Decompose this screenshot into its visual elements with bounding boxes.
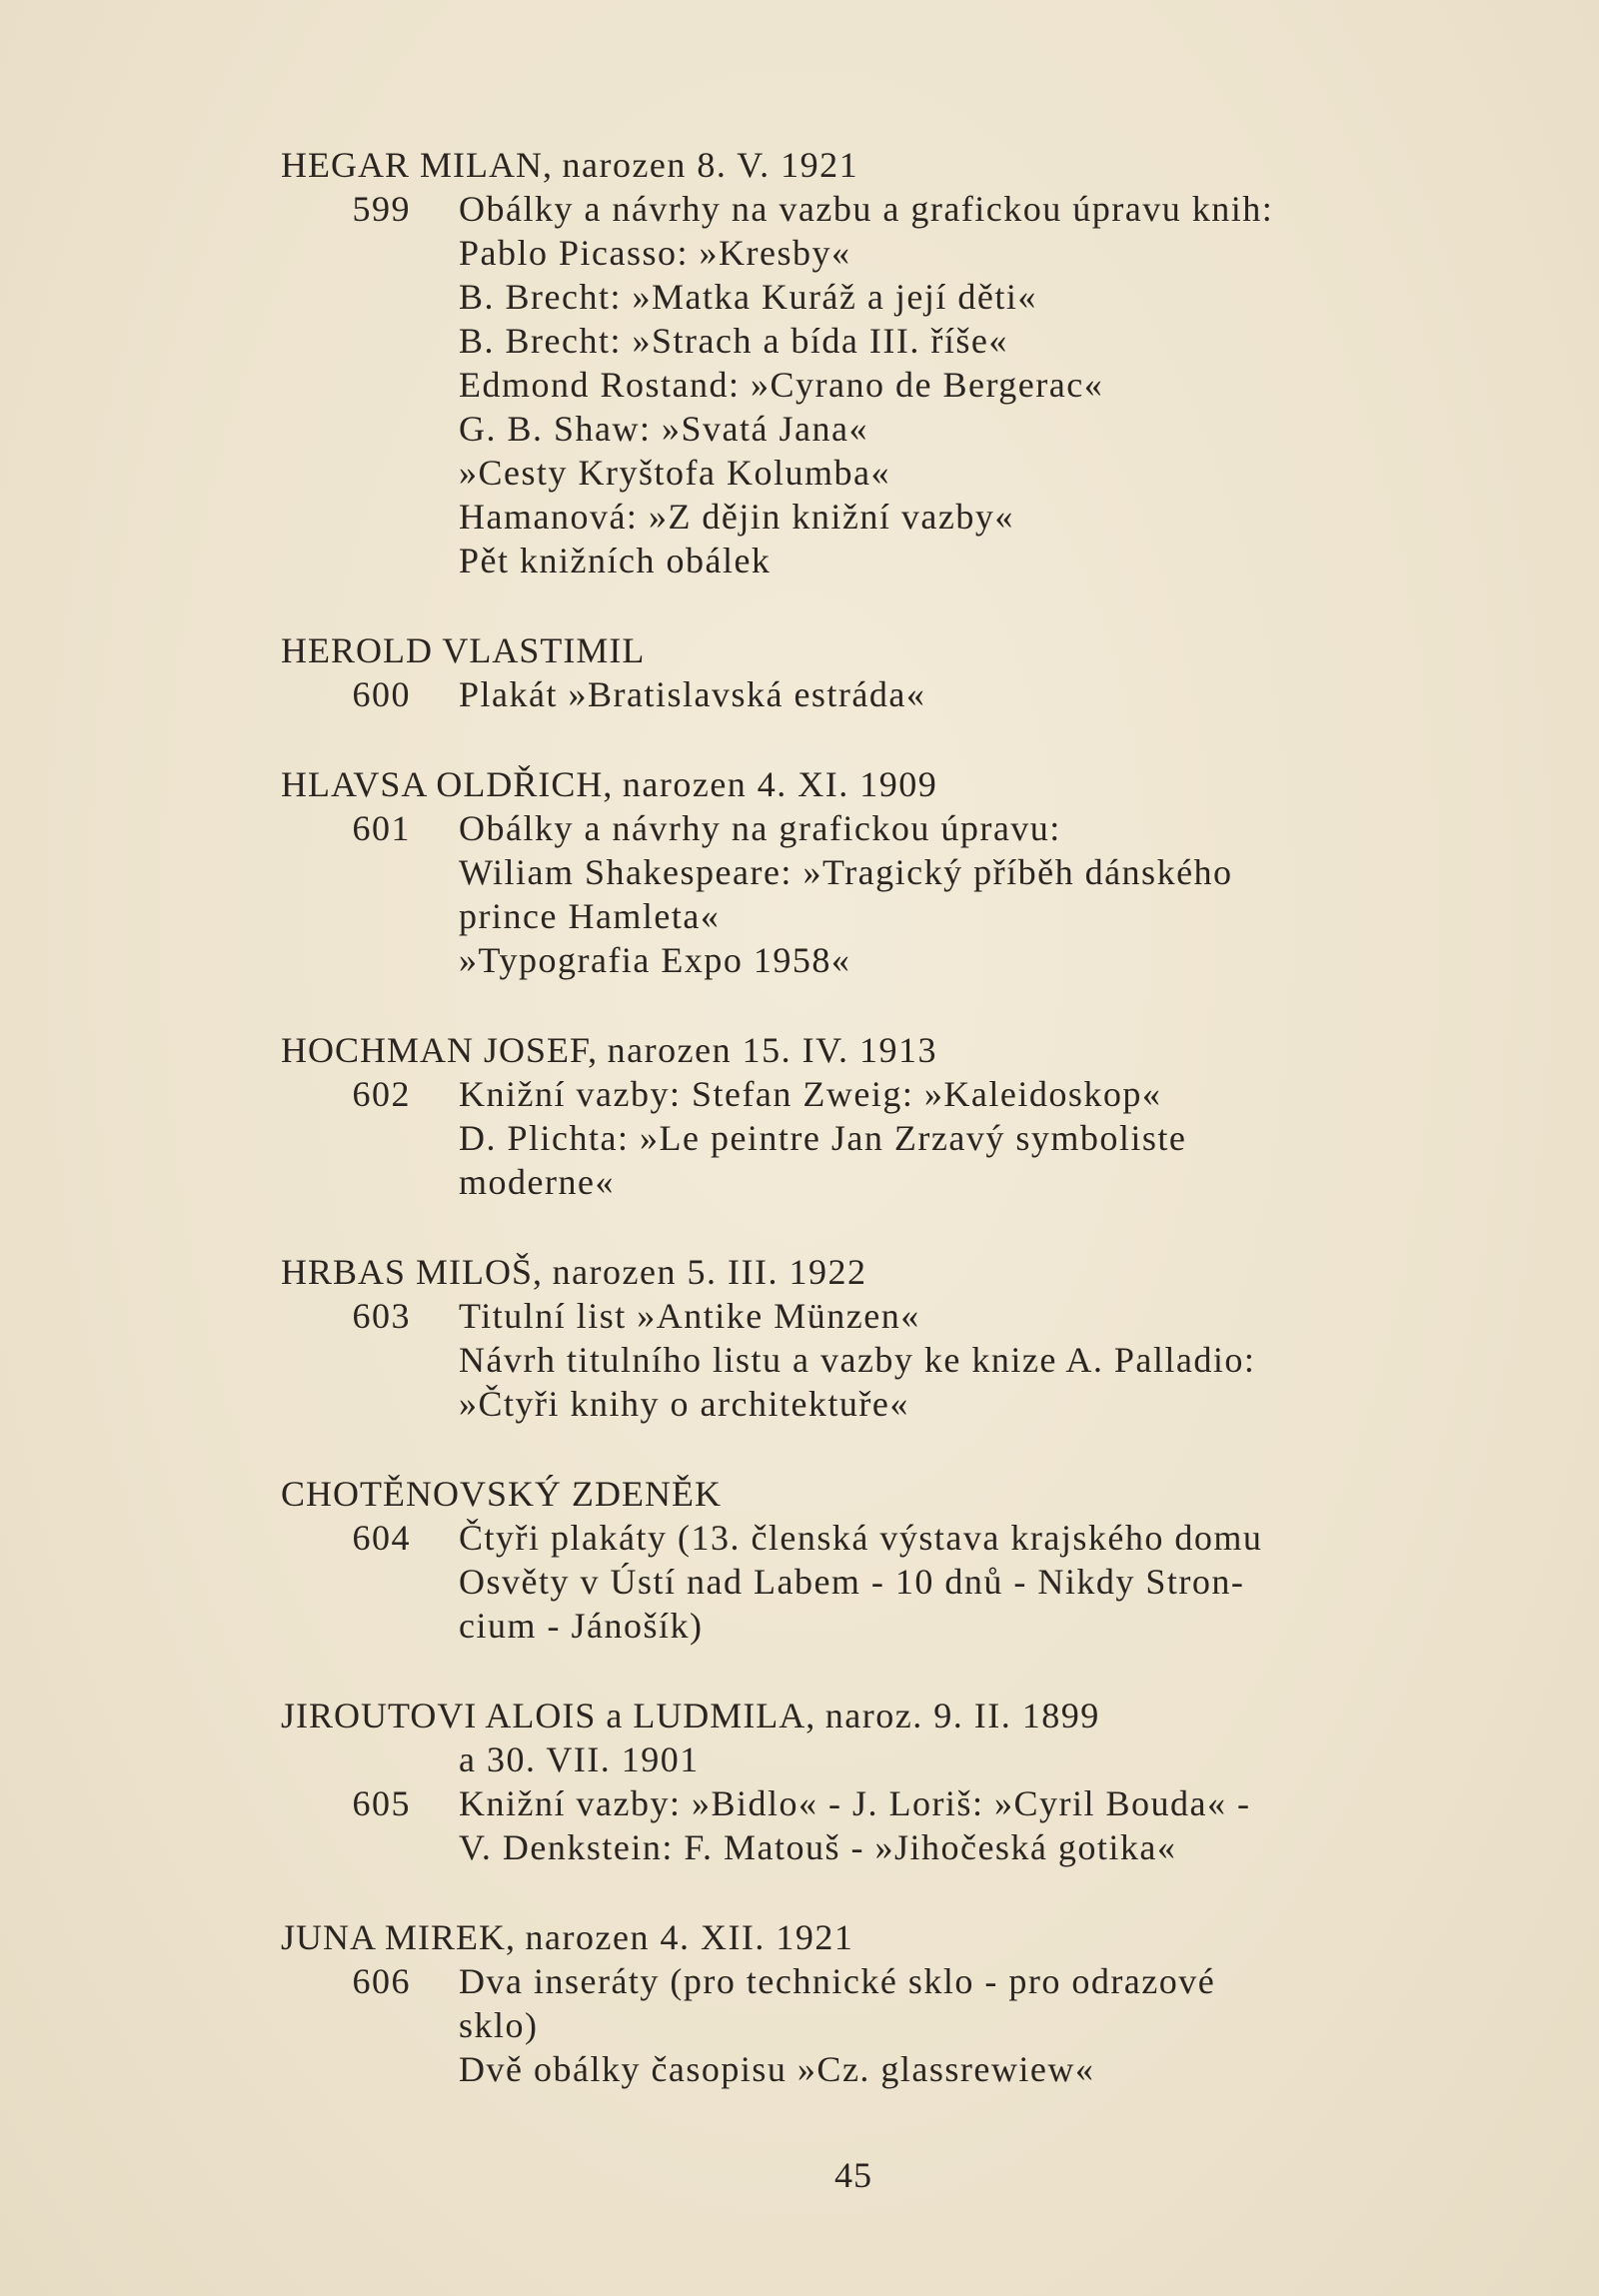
catalog-item [281,1294,1450,1426]
artist-entry [281,628,1450,716]
catalog-item [281,1072,1450,1204]
item-description [411,1516,1450,1648]
item-line: Osvěty v Ústí nad Labem - 10 dnů - Nikdy Stron- [459,1562,1245,1602]
item-line: Dvě obálky časopisu »Cz. glassrewiew« [459,2049,1095,2089]
artist-name: CHOTĚNOVSKÝ ZDENĚK [281,1474,722,1514]
item-line: Hamanová: »Z dějin knižní vazby« [459,497,1014,537]
item-number: 601 [352,808,411,848]
item-line: Edmond Rostand: »Cyrano de Bergerac« [459,365,1104,405]
catalog-item [281,1781,1450,1869]
artist-heading [281,628,1450,672]
artist-birth: narozen 15. IV. 1913 [607,1030,937,1070]
artist-heading [281,1472,1450,1516]
artist-name: HEROLD VLASTIMIL [281,630,646,670]
catalog-content [281,143,1450,2137]
item-line: Knižní vazby: »Bidlo« - J. Loriš: »Cyril Bouda« - [459,1783,1251,1823]
item-number: 599 [352,189,411,229]
item-line: Návrh titulního listu a vazby ke knize A. Palladio: [459,1340,1256,1380]
item-line: moderne« [459,1162,615,1202]
item-number: 603 [352,1296,411,1336]
artist-entry [281,1472,1450,1648]
item-line: Pablo Picasso: »Kresby« [459,233,851,273]
artist-heading [281,1028,1450,1072]
artist-name: HEGAR MILAN, [281,145,553,185]
artist-entry [281,1028,1450,1204]
artist-heading [281,1250,1450,1294]
artist-heading [281,1915,1450,1959]
item-line: »Cesty Kryštofa Kolumba« [459,453,890,493]
item-line: »Typografia Expo 1958« [459,940,851,980]
item-description [411,187,1450,582]
artist-heading [281,762,1450,806]
page-number: 45 [834,2155,872,2195]
artist-birth: narozen 4. XII. 1921 [525,1917,854,1957]
item-line: prince Hamleta« [459,896,721,936]
artist-birth-continuation: a 30. VII. 1901 [459,1739,700,1779]
item-number: 605 [352,1783,411,1823]
item-description [411,1294,1450,1426]
artist-entry [281,1694,1450,1869]
artist-name: JUNA MIREK, [281,1917,517,1957]
catalog-item [281,806,1450,982]
item-line: D. Plichta: »Le peintre Jan Zrzavý symboliste [459,1118,1187,1158]
item-number: 604 [352,1518,411,1558]
item-line: Čtyři plakáty (13. členská výstava krajského domu [459,1518,1263,1558]
item-line: Dva inseráty (pro technické sklo - pro odrazové [459,1961,1216,2001]
catalog-item [281,1516,1450,1648]
catalog-item [281,1959,1450,2091]
item-line: Knižní vazby: Stefan Zweig: »Kaleidoskop« [459,1074,1162,1114]
artist-name: HRBAS MILOŠ, [281,1252,544,1292]
catalog-item [281,672,1450,716]
item-line: V. Denkstein: F. Matouš - »Jihočeská gotika« [459,1827,1177,1867]
item-line: »Čtyři knihy o architektuře« [459,1384,909,1424]
artist-entry [281,1250,1450,1426]
artist-name: HOCHMAN JOSEF, [281,1030,599,1070]
item-description [411,1959,1450,2091]
item-line: Wiliam Shakespeare: »Tragický příběh dánského [459,852,1233,892]
item-line: B. Brecht: »Strach a bída III. říše« [459,321,1008,361]
catalog-item [281,187,1450,582]
artist-entry [281,1915,1450,2091]
item-line: Obálky a návrhy na vazbu a grafickou úpravu knih: [459,189,1274,229]
item-line: B. Brecht: »Matka Kuráž a její děti« [459,277,1037,317]
item-description [411,672,1450,716]
item-line: Plakát »Bratislavská estráda« [459,674,926,714]
item-description [411,1072,1450,1204]
item-line: Titulní list »Antike Münzen« [459,1296,920,1336]
item-line: sklo) [459,2005,539,2045]
artist-heading [281,1694,1450,1737]
item-description [411,806,1450,982]
item-number: 600 [352,674,411,714]
artist-entry [281,143,1450,582]
artist-name: HLAVSA OLDŘICH, [281,764,614,804]
artist-birth: narozen 5. III. 1922 [552,1252,867,1292]
item-description [411,1781,1450,1869]
item-number: 602 [352,1074,411,1114]
artist-birth: narozen 8. V. 1921 [562,145,859,185]
item-number: 606 [352,1961,411,2001]
item-line: cium - Jánošík) [459,1606,704,1646]
item-line: G. B. Shaw: »Svatá Jana« [459,409,868,449]
artist-name: JIROUTOVI ALOIS a LUDMILA, [281,1696,816,1735]
artist-birth: narozen 4. XI. 1909 [622,764,938,804]
artist-birth: naroz. 9. II. 1899 [824,1696,1100,1735]
artist-entry [281,762,1450,982]
artist-heading [281,143,1450,187]
item-line: Obálky a návrhy na grafickou úpravu: [459,808,1061,848]
item-line: Pět knižních obálek [459,541,772,580]
